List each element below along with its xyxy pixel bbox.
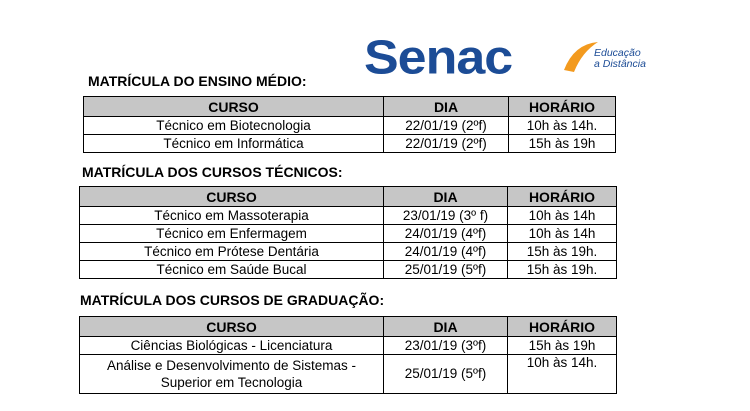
section-title-cursos-tecnicos: MATRÍCULA DOS CURSOS TÉCNICOS: (82, 164, 343, 180)
column-header-horario: HORÁRIO (508, 187, 617, 207)
cell-dia: 25/01/19 (5ºf) (384, 355, 508, 394)
table-header-row (84, 97, 616, 117)
table-header-row (80, 317, 617, 337)
column-header-curso: CURSO (84, 97, 384, 117)
column-header-horario: HORÁRIO (508, 317, 617, 337)
cell-dia: 22/01/19 (2ºf) (384, 135, 509, 153)
cell-horario: 10h às 14h. (508, 355, 617, 394)
cell-curso: Técnico em Massoterapia (80, 207, 384, 225)
column-header-horario: HORÁRIO (509, 97, 616, 117)
cell-curso: Técnico em Biotecnologia (84, 117, 384, 135)
senac-logo: Senac (364, 31, 513, 85)
table-row (80, 207, 617, 225)
table-row (80, 225, 617, 243)
table-header-row (80, 187, 617, 207)
table-cursos-tecnicos (79, 186, 617, 279)
column-header-curso: CURSO (80, 187, 384, 207)
cell-horario: 15h às 19h (509, 135, 616, 153)
cell-curso: Técnico em Informática (84, 135, 384, 153)
educacao-a-distancia-logo (560, 38, 650, 82)
column-header-dia: DIA (384, 317, 508, 337)
column-header-dia: DIA (384, 187, 508, 207)
ead-logo-line1: Educação (594, 47, 641, 59)
cell-horario: 15h às 19h (508, 337, 617, 355)
table-row (80, 261, 617, 279)
section-title-ensino-medio: MATRÍCULA DO ENSINO MÉDIO: (88, 73, 307, 89)
section-title-cursos-graduacao: MATRÍCULA DOS CURSOS DE GRADUAÇÃO: (80, 292, 385, 308)
cell-horario: 10h às 14h (508, 207, 617, 225)
cell-curso: Análise e Desenvolvimento de Sistemas - Superior em Tecnologia (80, 355, 384, 394)
cell-curso: Técnico em Saúde Bucal (80, 261, 384, 279)
table-row (80, 243, 617, 261)
cell-horario: 10h às 14h (508, 225, 617, 243)
cell-dia: 22/01/19 (2ºf) (384, 117, 509, 135)
cell-horario: 15h às 19h. (508, 261, 617, 279)
ead-logo-line2: a Distância (594, 58, 646, 70)
cell-dia: 23/01/19 (3ºf) (384, 337, 508, 355)
cell-curso: Ciências Biológicas - Licenciatura (80, 337, 384, 355)
column-header-dia: DIA (384, 97, 509, 117)
cell-curso: Técnico em Prótese Dentária (80, 243, 384, 261)
cell-dia: 24/01/19 (4ºf) (384, 243, 508, 261)
table-row (84, 117, 616, 135)
table-row (80, 355, 617, 394)
ead-logo-text (594, 48, 646, 70)
cell-dia: 24/01/19 (4ºf) (384, 225, 508, 243)
cell-dia: 23/01/19 (3º f) (384, 207, 508, 225)
cell-curso: Técnico em Enfermagem (80, 225, 384, 243)
table-ensino-medio (83, 96, 616, 153)
cell-dia: 25/01/19 (5ºf) (384, 261, 508, 279)
cell-horario: 10h às 14h. (509, 117, 616, 135)
table-row (80, 337, 617, 355)
column-header-curso: CURSO (80, 317, 384, 337)
table-row (84, 135, 616, 153)
cell-horario: 15h às 19h. (508, 243, 617, 261)
table-cursos-graduacao (79, 316, 617, 394)
